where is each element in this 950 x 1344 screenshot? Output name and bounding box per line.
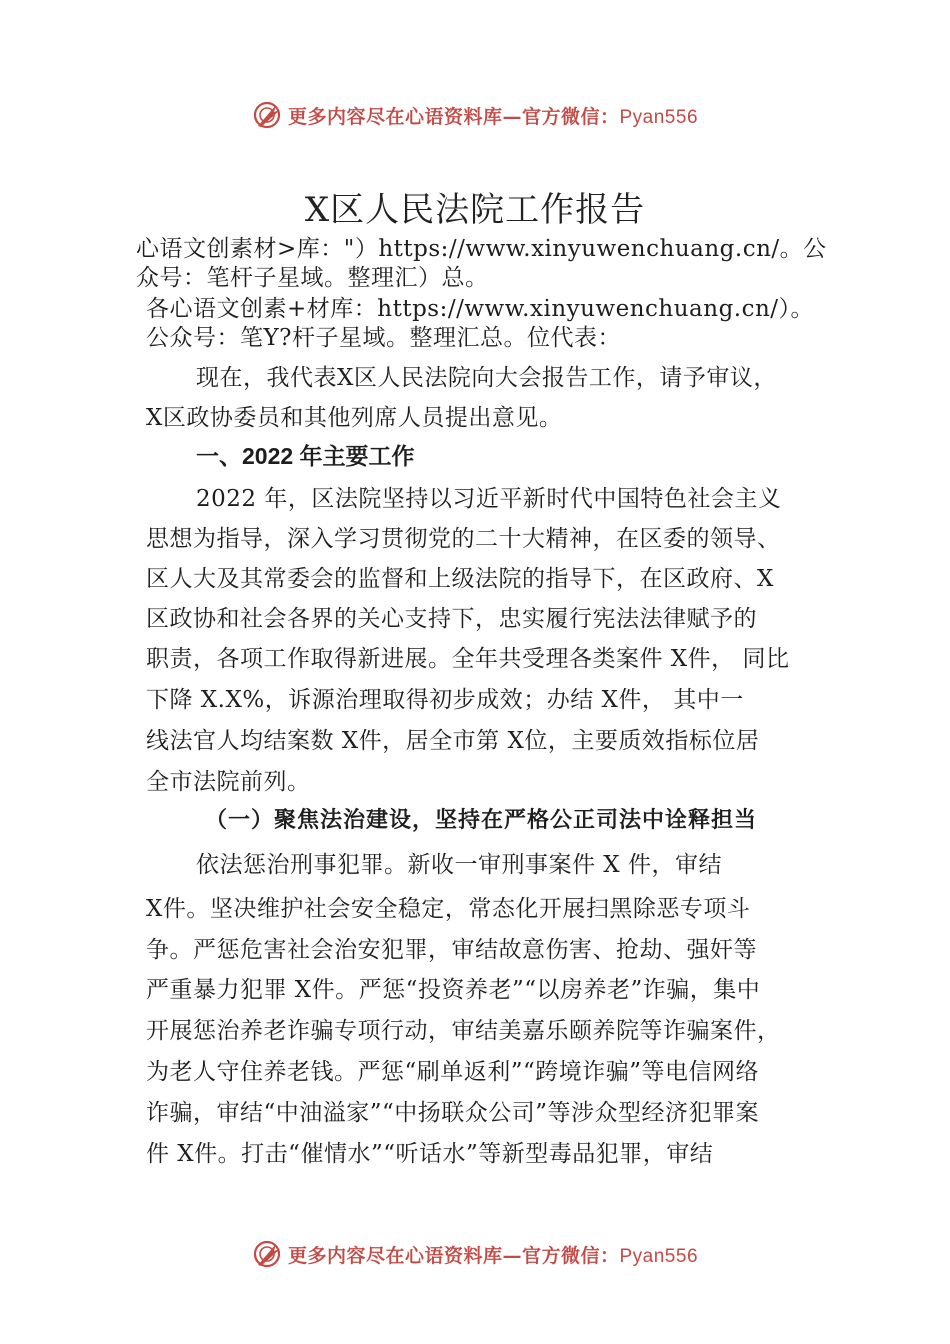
paragraph-line: 下降 X.X%，诉源治理取得初步成效；办结 X件， 其中一 [146,687,744,713]
paragraph-line: 件 X件。打击“催情水”“听话水”等新型毒品犯罪，审结 [146,1141,714,1167]
paragraph-line: 现在，我代表X区人民法院向大会报告工作，请予审议， [196,365,777,391]
paragraph-line: 2022 年，区法院坚持以习近平新时代中国特色社会主义 [196,486,782,512]
paragraph-line: 区人大及其常委会的监督和上级法院的指导下，在区政府、X [146,566,774,592]
banner-text: 更多内容尽在心语资料库—官方微信：Pyan556 [287,1244,699,1267]
watermark-line: 心语文创素材>库："）https://www.xinyuwenchuang.cn/。公 [136,236,827,262]
paragraph-line: 开展惩治养老诈骗专项行动，审结美嘉乐颐养院等诈骗案件， [146,1018,781,1044]
document-title: X区人民法院工作报告 [304,190,646,230]
quill-logo-icon [252,100,282,130]
paragraph-line: X区政协委员和其他列席人员提出意见。 [146,405,563,431]
paragraph-line: 争。严惩危害社会治安犯罪，审结故意伤害、抢劫、强奸等 [146,937,757,963]
paragraph-line: X件。坚决维护社会安全稳定，常态化开展扫黑除恶专项斗 [146,896,751,922]
watermark-line: 公众号：笔Y?杆子星域。整理汇总。位代表： [146,325,622,351]
paragraph-line: 依法惩治刑事犯罪。新收一审刑事案件 X 件，审结 [196,852,722,878]
paragraph-line: 思想为指导，深入学习贯彻党的二十大精神，在区委的领导、 [146,526,781,552]
paragraph-line: 职责，各项工作取得新进展。全年共受理各类案件 X件， 同比 [146,646,790,672]
paragraph-line: 诈骗，审结“中油溢家”“中扬联众公司”等涉众型经济犯罪案 [146,1100,760,1126]
footer-banner [0,1234,950,1274]
section-heading: 一、2022 年主要工作 [196,443,415,469]
paragraph-line: 区政协和社会各界的关心支持下，忠实履行宪法法律赋予的 [146,606,757,632]
paragraph-line: 为老人守住养老钱。严惩“刷单返利”“跨境诈骗”等电信网络 [146,1059,760,1085]
paragraph-line: 线法官人均结案数 X件，居全市第 X位，主要质效指标位居 [146,728,760,754]
paragraph-line: 严重暴力犯罪 X件。严惩“投资养老”“以房养老”诈骗，集中 [146,977,761,1003]
header-banner [0,95,950,135]
watermark-line: 各心语文创素+材库：https://www.xinyuwenchuang.cn/）。 [146,296,815,322]
banner-text: 更多内容尽在心语资料库—官方微信：Pyan556 [287,105,699,128]
watermark-line: 众号：笔杆子星域。整理汇）总。 [136,265,489,291]
paragraph-line: 全市法院前列。 [146,769,311,795]
subsection-heading: （一）聚焦法治建设，坚持在严格公正司法中诠释担当 [205,807,758,833]
quill-logo-icon [252,1239,282,1269]
